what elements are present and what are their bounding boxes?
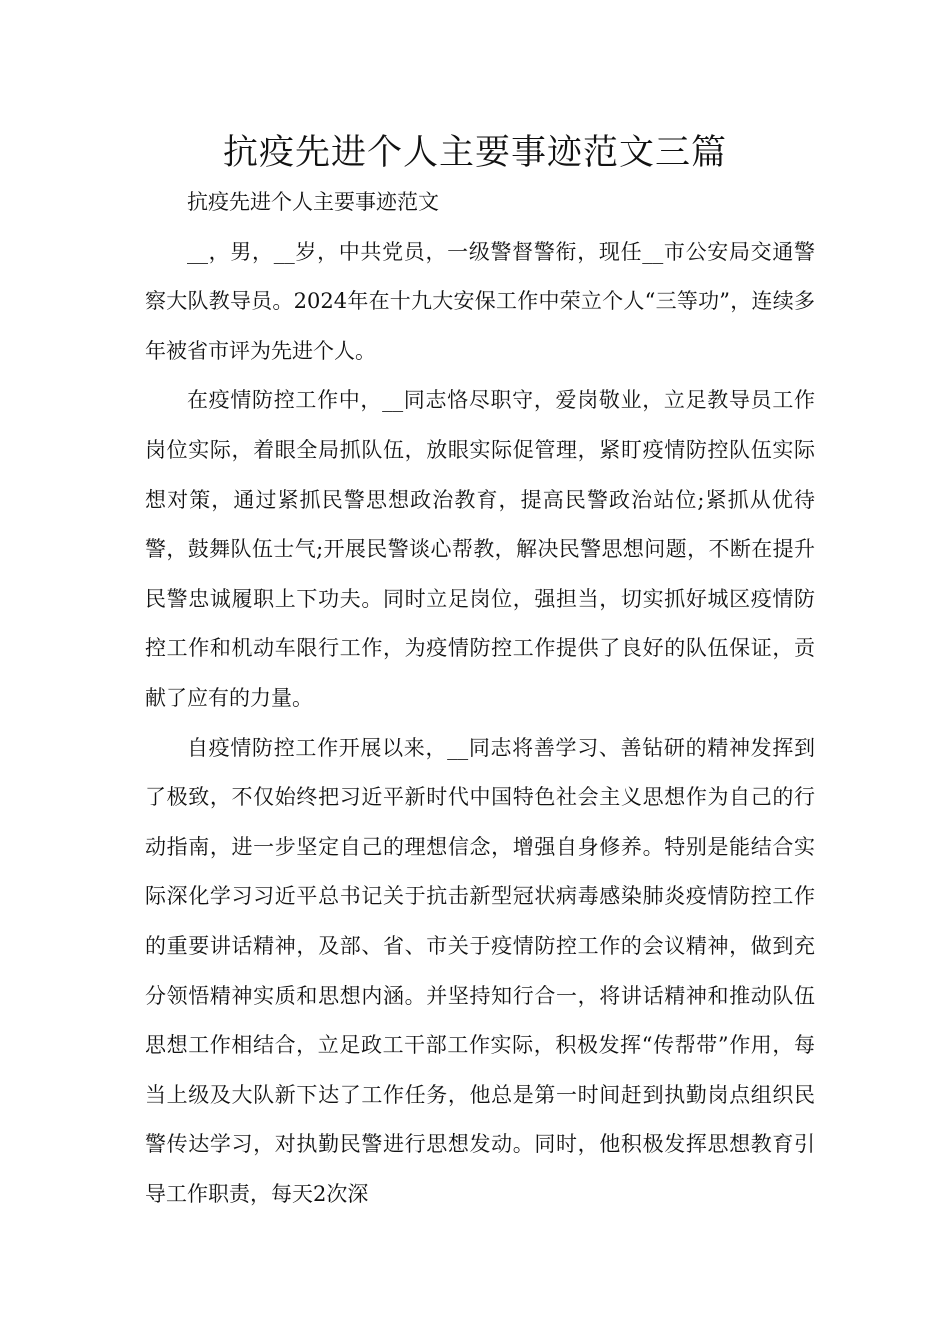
study-paragraph: 自疫情防控工作开展以来，__同志将善学习、善钻研的精神发挥到了极致，不仅始终把习近平新时代中国特色社会主义思想作为自己的行动指南，进一步坚定自己的理想信念，增强自身修养。特别是能结合实际深化学习习近平总书记关于抗击新型冠状病毒感染肺炎疫情防控工作的重要讲话精神，及部、省、市关于疫情防控工作的会议精神，做到充分领悟精神实质和思想内涵。并坚持知行合一，将讲话精神和推动队伍思想工作相结合，立足政工干部工作实际，积极发挥“传帮带”作用，每当上级及大队新下达了工作任务，他总是第一时间赶到执勤岗点组织民警传达学习，对执勤民警进行思想发动。同时，他积极发挥思想教育引导工作职责，每天2次深	[145, 735, 815, 1206]
document-body	[145, 178, 815, 1219]
intro-paragraph: __，男，__岁，中共党员，一级警督警衔，现任__市公安局交通警察大队教导员。2024年在十九大安保工作中荣立个人“三等功”，连续多年被省市评为先进个人。	[145, 239, 815, 363]
subtitle-paragraph: 抗疫先进个人主要事迹范文	[187, 190, 439, 214]
document-title: 抗疫先进个人主要事迹范文三篇	[222, 133, 727, 173]
epidemic-work-paragraph: 在疫情防控工作中，__同志恪尽职守，爱岗敬业，立足教导员工作岗位实际，着眼全局抓队伍，放眼实际促管理，紧盯疫情防控队伍实际想对策，通过紧抓民警思想政治教育，提高民警政治站位;紧抓从优待警，鼓舞队伍士气;开展民警谈心帮教，解决民警思想问题，不断在提升民警忠诚履职上下功夫。同时立足岗位，强担当，切实抓好城区疫情防控工作和机动车限行工作，为疫情防控工作提供了良好的队伍保证，贡献了应有的力量。	[145, 388, 815, 710]
